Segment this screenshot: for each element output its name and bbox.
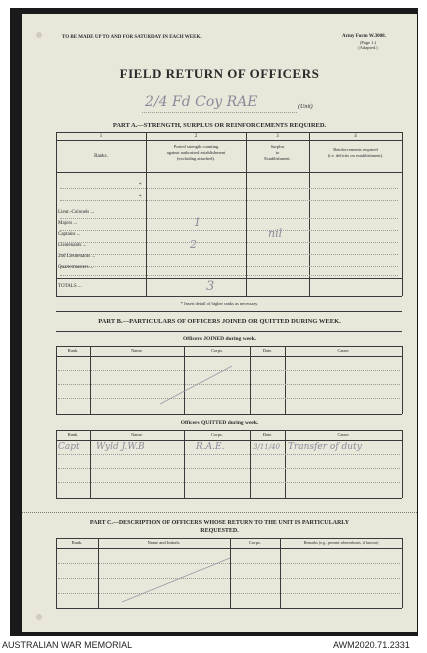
page-title: FIELD RETURN OF OFFICERS [119, 66, 320, 81]
unit-handwritten: 2/4 Fd Coy RAE [145, 94, 258, 110]
quitted-col-date: Date. [262, 432, 273, 437]
joined-table [56, 346, 402, 416]
col-number-4: 4 [354, 134, 357, 139]
part-a-footnote: * Insert detail of higher ranks as necessary. [180, 301, 259, 306]
unit-label: (Unit) [298, 104, 313, 110]
form-paper [22, 14, 417, 632]
joined-col-rank: Rank. [67, 348, 79, 353]
unit-rule [142, 112, 297, 113]
header-ranks: Ranks. [94, 154, 108, 159]
joined-col-date: Date. [262, 348, 273, 353]
rank-majors: Majors ... [58, 221, 78, 226]
quitted-table [56, 430, 402, 500]
caption-accession-number: AWM2020.71.2331 [333, 640, 410, 650]
quitted-col-corps: Corps. [211, 432, 223, 437]
header-surplus-line3: Establishment. [264, 156, 291, 161]
col-number-3: 3 [276, 134, 279, 139]
col-number-1: 1 [99, 134, 103, 139]
requested-col-remarks: Remarks (e.g., present whereabouts, if known) [303, 540, 379, 545]
quitted-col-cause: Cause. [337, 432, 350, 437]
quitted-col-rank: Rank. [67, 432, 79, 437]
header-instruction: TO BE MADE UP TO AND FOR SATURDAY IN EACH WEEK. [62, 35, 202, 40]
header-posted-line2: against authorised establishment [166, 150, 226, 155]
quitted-col-name: Name. [131, 432, 143, 437]
nil-strike-line [156, 360, 236, 410]
form-adapted: (Adapted.) [358, 45, 378, 50]
quitted-name-value: Wyld J.W.B [96, 442, 145, 452]
binding-hole [36, 32, 42, 38]
part-c-title-line2: REQUESTED. [200, 528, 239, 534]
form-page: (Page 1.) [359, 40, 377, 45]
binding-hole [36, 614, 42, 620]
requested-col-name: Name and Initials. [147, 540, 181, 545]
joined-col-corps: Corps. [211, 348, 223, 353]
header-posted-line1: Posted strength counting [173, 144, 219, 149]
captains-surplus-value: nil [268, 227, 283, 240]
rank-lieutenants: Lieutenants ... [58, 243, 87, 248]
quitted-corps-value: R.A.E. [196, 442, 225, 452]
joined-col-cause: Cause. [337, 348, 350, 353]
star-row-marker: * [139, 195, 142, 200]
quitted-rank-value: Capt [58, 442, 80, 452]
header-surplus-line1: Surplus [270, 144, 285, 149]
joined-col-name: Name. [131, 348, 143, 353]
header-reinf-line1: Reinforcements required [333, 147, 378, 152]
quitted-cause-value: Transfer of duty [288, 442, 362, 452]
part-c-title-line1: PART C.—DESCRIPTION OF OFFICERS WHOSE RETURN TO THE UNIT IS PARTICULARLY [89, 520, 350, 526]
majors-posted-value: 1 [194, 216, 201, 229]
part-a-title: PART A.—STRENGTH, SURPLUS OR REINFORCEMENTS REQUIRED. [112, 122, 327, 129]
joined-title: Officers JOINED during week. [182, 336, 257, 342]
header-reinf-line2: (i.e. deficits on establishment). [327, 153, 384, 158]
nil-strike-line [116, 552, 236, 606]
totals-posted-value: 3 [206, 279, 215, 294]
rank-quartermasters: Quartermasters ... [58, 265, 94, 270]
requested-col-rank: Rank. [71, 540, 83, 545]
star-row-marker: * [139, 183, 142, 188]
header-posted-line3: (excluding attached). [177, 156, 215, 161]
form-number: Army Form W.3008. [342, 34, 386, 39]
requested-table [56, 538, 402, 610]
rank-lieut-colonels: Lieut.-Colonels ... [58, 210, 95, 215]
quitted-date-value: 3/11/40 [253, 443, 280, 451]
rank-captains: Captains ... [58, 232, 81, 237]
caption-institution: AUSTRALIAN WAR MEMORIAL [2, 640, 133, 650]
lieutenants-posted-value: 2 [190, 238, 197, 251]
requested-col-corps: Corps. [249, 540, 261, 545]
quitted-title: Officers QUITTED during week. [180, 420, 259, 426]
rank-2nd-lieutenants: 2nd Lieutenants ... [58, 254, 96, 259]
col-number-2: 2 [194, 134, 198, 139]
totals-label: TOTALS ... [58, 284, 82, 289]
part-a-table [56, 132, 402, 297]
header-surplus-line2: to [275, 150, 280, 155]
part-b-title: PART B.—PARTICULARS OF OFFICERS JOINED OR QUITTED DURING WEEK. [98, 318, 341, 325]
